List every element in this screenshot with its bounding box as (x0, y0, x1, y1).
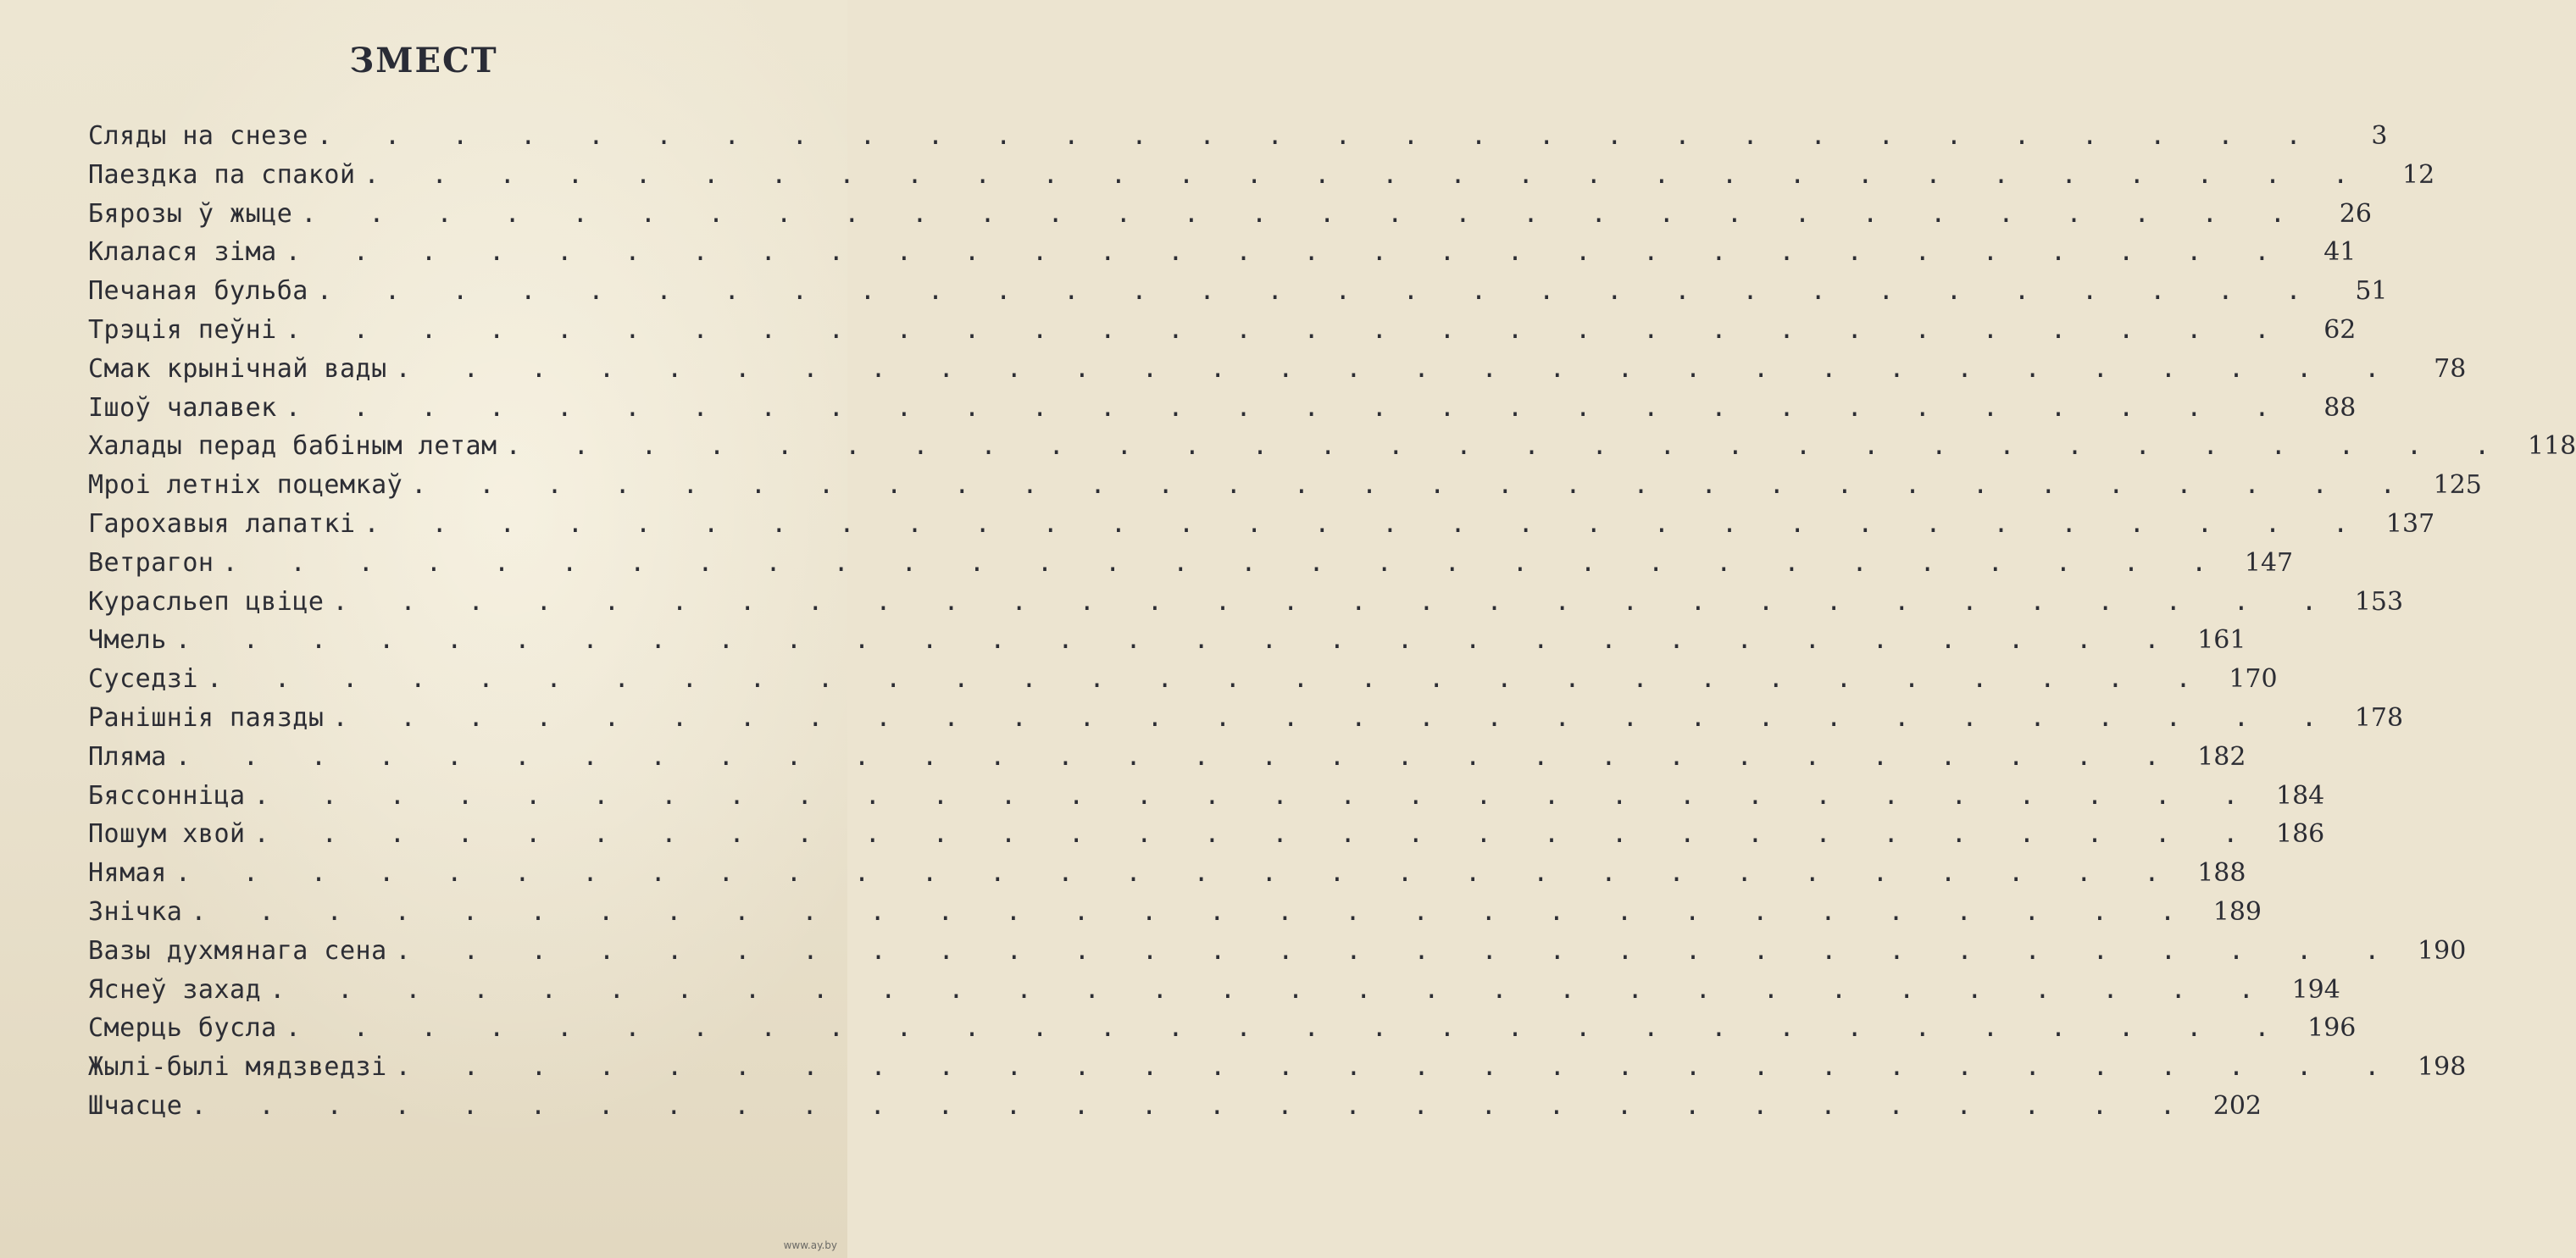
toc-entry-title: Смак крынічнай вады (88, 353, 387, 384)
toc-entry (88, 586, 2404, 626)
dot-leader: . . . . . . . . . . . . . . . . . . . . . . . . . . . . . . (285, 314, 2289, 345)
toc-entry (88, 1052, 2467, 1091)
toc-entry-title: Ветрагон (88, 547, 214, 578)
toc-entry-title: Пошум хвой (88, 819, 246, 850)
toc-entry (88, 1090, 2262, 1130)
toc-page-number: 26 (2339, 198, 2372, 229)
toc-page-number: 202 (2212, 1090, 2262, 1121)
toc-entry (88, 159, 2435, 199)
toc-entry-title: Пляма (88, 741, 167, 772)
table-of-contents (88, 121, 2576, 1130)
toc-entry (88, 741, 2246, 781)
toc-page-number: 189 (2212, 896, 2262, 927)
toc-page-number: 198 (2418, 1052, 2467, 1083)
dot-leader: . . . . . . . . . . . . . . . . . . . . . . . . . . . . . . (285, 237, 2289, 268)
toc-entry (88, 353, 2467, 393)
toc-entry-title: Курасльеп цвіце (88, 586, 325, 617)
toc-entry-title: Суседзі (88, 664, 198, 695)
toc-page-number: 188 (2197, 858, 2246, 889)
toc-page-number: 125 (2433, 470, 2482, 501)
toc-entry (88, 547, 2294, 587)
toc-page-number: 186 (2276, 819, 2325, 850)
toc-entry-title: Клалася зіма (88, 237, 277, 268)
toc-entry (88, 858, 2246, 897)
toc-page-number: 88 (2323, 392, 2357, 423)
dot-leader: . . . . . . . . . . . . . . . . . . . . . . . . . . . . . . (411, 470, 2414, 501)
toc-page-number: 178 (2354, 702, 2404, 733)
toc-entry (88, 974, 2340, 1014)
toc-page-number: 118 (2527, 431, 2576, 462)
toc-entry-title: Чмель (88, 625, 167, 656)
dot-leader: . . . . . . . . . . . . . . . . . . . . . . . . . . . . . . (301, 198, 2304, 229)
toc-page-number: 196 (2307, 1013, 2357, 1044)
dot-leader: . . . . . . . . . . . . . . . . . . . . . . . . . . . . . . (332, 702, 2336, 733)
dot-leader: . . . . . . . . . . . . . . . . . . . . . . . . . . . . . . (395, 935, 2399, 966)
toc-entry-title: Сляды на снезе (88, 121, 308, 151)
toc-page-number: 190 (2418, 935, 2467, 966)
toc-entry (88, 625, 2246, 664)
toc-entry-title: Мроі летніх поцемкаў (88, 470, 403, 501)
dot-leader: . . . . . . . . . . . . . . . . . . . . . . . . . . . . . . (364, 508, 2368, 539)
toc-entry (88, 780, 2325, 820)
toc-entry-title: Знічка (88, 896, 183, 927)
toc-page-number: 182 (2197, 741, 2246, 772)
toc-page-number: 153 (2354, 586, 2404, 617)
toc-page-number: 12 (2402, 159, 2435, 190)
toc-page-number: 41 (2323, 237, 2357, 268)
toc-entry-title: Яснеў захад (88, 974, 262, 1005)
dot-leader: . . . . . . . . . . . . . . . . . . . . . . . . . . . . . . (253, 780, 2257, 811)
toc-entry-title: Печаная бульба (88, 276, 308, 307)
toc-page-number: 78 (2434, 353, 2467, 384)
toc-entry-title: Паездка па спакой (88, 159, 356, 190)
dot-leader: . . . . . . . . . . . . . . . . . . . . . . . . . . . . . . (285, 1013, 2289, 1044)
toc-page-number: 161 (2197, 625, 2246, 656)
toc-entry-title: Гарохавыя лапаткі (88, 508, 356, 539)
toc-page-number: 62 (2323, 314, 2357, 345)
dot-leader: . . . . . . . . . . . . . . . . . . . . . . . . . . . . . . (175, 741, 2179, 772)
dot-leader: . . . . . . . . . . . . . . . . . . . . . . . . . . . . . . (332, 586, 2336, 617)
toc-entry-title: Ішоў чалавек (88, 392, 277, 423)
toc-entry (88, 508, 2435, 548)
toc-entry-title: Жылі-былі мядзведзі (88, 1052, 387, 1083)
dot-leader: . . . . . . . . . . . . . . . . . . . . . . . . . . . . . . (175, 625, 2179, 656)
toc-entry (88, 431, 2576, 470)
toc-entry (88, 819, 2325, 858)
toc-entry (88, 237, 2357, 276)
toc-page-number: 51 (2355, 276, 2388, 307)
toc-page-number: 194 (2291, 974, 2340, 1005)
toc-entry-title: Бярозы ў жыце (88, 198, 293, 229)
dot-leader: . . . . . . . . . . . . . . . . . . . . . . . . . . . . . . (269, 974, 2273, 1005)
dot-leader: . . . . . . . . . . . . . . . . . . . . . . . . . . . . . . (175, 858, 2179, 889)
toc-page-number: 184 (2276, 780, 2325, 811)
toc-entry (88, 121, 2388, 160)
toc-page-number: 3 (2371, 121, 2388, 151)
toc-page-number: 137 (2385, 508, 2435, 539)
toc-entry-title: Бяссонніца (88, 780, 246, 811)
toc-entry (88, 664, 2278, 703)
dot-leader: . . . . . . . . . . . . . . . . . . . . . . . . . . . . . . (316, 276, 2320, 307)
dot-leader: . . . . . . . . . . . . . . . . . . . . . . . . . . . . . . (395, 1052, 2399, 1083)
toc-page-number: 147 (2244, 547, 2294, 578)
toc-entry (88, 392, 2357, 432)
toc-entry-title: Нямая (88, 858, 167, 889)
watermark: www.ay.by (783, 1239, 837, 1251)
toc-entry (88, 702, 2404, 742)
toc-entry-title: Смерць бусла (88, 1013, 277, 1044)
dot-leader: . . . . . . . . . . . . . . . . . . . . . . . . . . . . . . (191, 896, 2195, 927)
toc-entry-title: Шчасце (88, 1090, 183, 1121)
toc-page-number: 170 (2229, 664, 2278, 695)
toc-entry-title: Вазы духмянага сена (88, 935, 387, 966)
dot-leader: . . . . . . . . . . . . . . . . . . . . . . . . . . . . . . (316, 121, 2320, 151)
dot-leader: . . . . . . . . . . . . . . . . . . . . . . . . . . . . . . (191, 1090, 2195, 1121)
toc-entry (88, 935, 2467, 975)
page-title: ЗМЕСТ (349, 41, 498, 80)
toc-entry-title: Трэція пеўні (88, 314, 277, 345)
dot-leader: . . . . . . . . . . . . . . . . . . . . . . . . . . . . . . (206, 664, 2210, 695)
toc-entry (88, 896, 2262, 936)
dot-leader: . . . . . . . . . . . . . . . . . . . . . . . . . . . . . . (395, 353, 2399, 384)
dot-leader: . . . . . . . . . . . . . . . . . . . . . . . . . . . . . . (364, 159, 2368, 190)
toc-entry (88, 470, 2482, 509)
toc-entry-title: Ранішнія паязды (88, 702, 325, 733)
dot-leader: . . . . . . . . . . . . . . . . . . . . . . . . . . . . . . (285, 392, 2289, 423)
toc-entry (88, 198, 2372, 238)
dot-leader: . . . . . . . . . . . . . . . . . . . . . . . . . . . . . . (222, 547, 2226, 578)
toc-entry (88, 276, 2388, 315)
dot-leader: . . . . . . . . . . . . . . . . . . . . . . . . . . . . . . (505, 431, 2509, 462)
toc-entry (88, 1013, 2357, 1052)
dot-leader: . . . . . . . . . . . . . . . . . . . . . . . . . . . . . . (253, 819, 2257, 850)
toc-entry-title: Халады перад бабіным летам (88, 431, 497, 462)
toc-entry (88, 314, 2357, 354)
